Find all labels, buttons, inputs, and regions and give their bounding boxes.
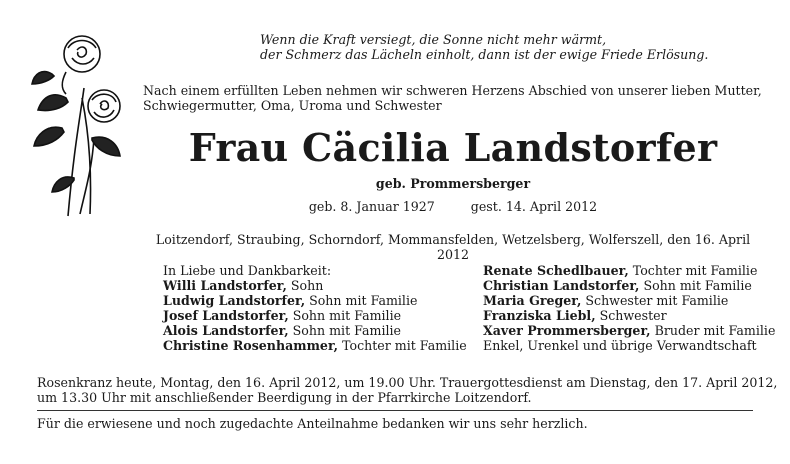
quote-line-2: der Schmerz das Lächeln einholt, dann ist der ewige Friede Erlösung. — [260, 47, 709, 62]
mourner-relation: Schwester — [595, 308, 667, 323]
intro-text — [143, 83, 763, 113]
intro-line-1: Nach einem erfüllten Leben nehmen wir schweren Herzens Abschied von unserer lieben Mutter, — [143, 83, 762, 98]
mourner-relation: Sohn — [286, 278, 324, 293]
mourner-row — [483, 338, 773, 353]
mourner-row — [483, 278, 773, 293]
mourner-name: Franziska Liebl, — [483, 308, 596, 323]
mourners-left-column — [163, 263, 467, 353]
mourner-row — [483, 308, 773, 323]
life-dates — [143, 199, 763, 214]
mourner-relation: Sohn mit Familie — [288, 308, 402, 323]
thanks-text: Für die erwiesene und noch zugedachte Anteilnahme bedanken wir uns sehr herzlich. — [37, 416, 588, 431]
mourner-name: Xaver Prommersberger, — [483, 323, 651, 338]
rose-illustration — [22, 28, 132, 218]
quote — [260, 32, 760, 62]
deceased-name: Frau Cäcilia Landstorfer — [188, 125, 718, 170]
mourner-name: Ludwig Landstorfer, — [163, 293, 306, 308]
mourner-row — [163, 308, 463, 323]
mourner-name: Maria Greger, — [483, 293, 582, 308]
mourner-relation: Tochter mit Familie — [338, 338, 467, 353]
mourner-relation: Enkel, Urenkel und übrige Verwandtschaft — [483, 338, 757, 353]
divider — [37, 410, 753, 411]
places-and-date: Loitzendorf, Straubing, Schorndorf, Mommansfelden, Wetzelsberg, Wolferszell, den 16. April 2012 — [155, 232, 751, 262]
mourner-row — [163, 338, 467, 353]
birth-date: geb. 8. Januar 1927 — [308, 199, 435, 214]
mourner-row — [483, 293, 773, 308]
mourner-name: Josef Landstorfer, — [163, 308, 289, 323]
intro-line-2: Schwiegermutter, Oma, Uroma und Schwester — [143, 98, 442, 113]
mourners-right-column — [483, 263, 776, 353]
mourner-name: Alois Landstorfer, — [163, 323, 289, 338]
mourner-relation: Tochter mit Familie — [628, 263, 758, 278]
maiden-name: geb. Prommersberger — [375, 176, 531, 191]
death-date: gest. 14. April 2012 — [470, 199, 598, 214]
mourner-relation: Sohn mit Familie — [288, 323, 402, 338]
quote-line-1: Wenn die Kraft versiegt, die Sonne nicht mehr wärmt, — [260, 32, 607, 47]
mourner-name: Willi Landstorfer, — [163, 278, 287, 293]
mourner-row — [483, 263, 773, 278]
mourner-row — [163, 278, 463, 293]
mourner-name: Christine Rosenhammer, — [163, 338, 339, 353]
mourner-name: Christian Landstorfer, — [483, 278, 640, 293]
service-line-2: um 13.30 Uhr mit anschließender Beerdigung in der Pfarrkirche Loitzendorf. — [37, 390, 532, 405]
mourners-heading: In Liebe und Dankbarkeit: — [163, 263, 332, 278]
mourner-name: Renate Schedlbauer, — [483, 263, 629, 278]
mourner-relation: Sohn mit Familie — [639, 278, 752, 293]
mourner-row — [163, 293, 463, 308]
mourner-relation: Bruder mit Familie — [650, 323, 776, 338]
service-info — [37, 375, 778, 405]
mourner-relation: Sohn mit Familie — [305, 293, 418, 308]
service-line-1: Rosenkranz heute, Montag, den 16. April 2012, um 19.00 Uhr. Trauergottesdienst am Dienstag, den 17. April 2012, — [37, 375, 778, 390]
mourner-row — [163, 323, 463, 338]
mourner-row — [483, 323, 776, 338]
mourner-relation: Schwester mit Familie — [581, 293, 729, 308]
